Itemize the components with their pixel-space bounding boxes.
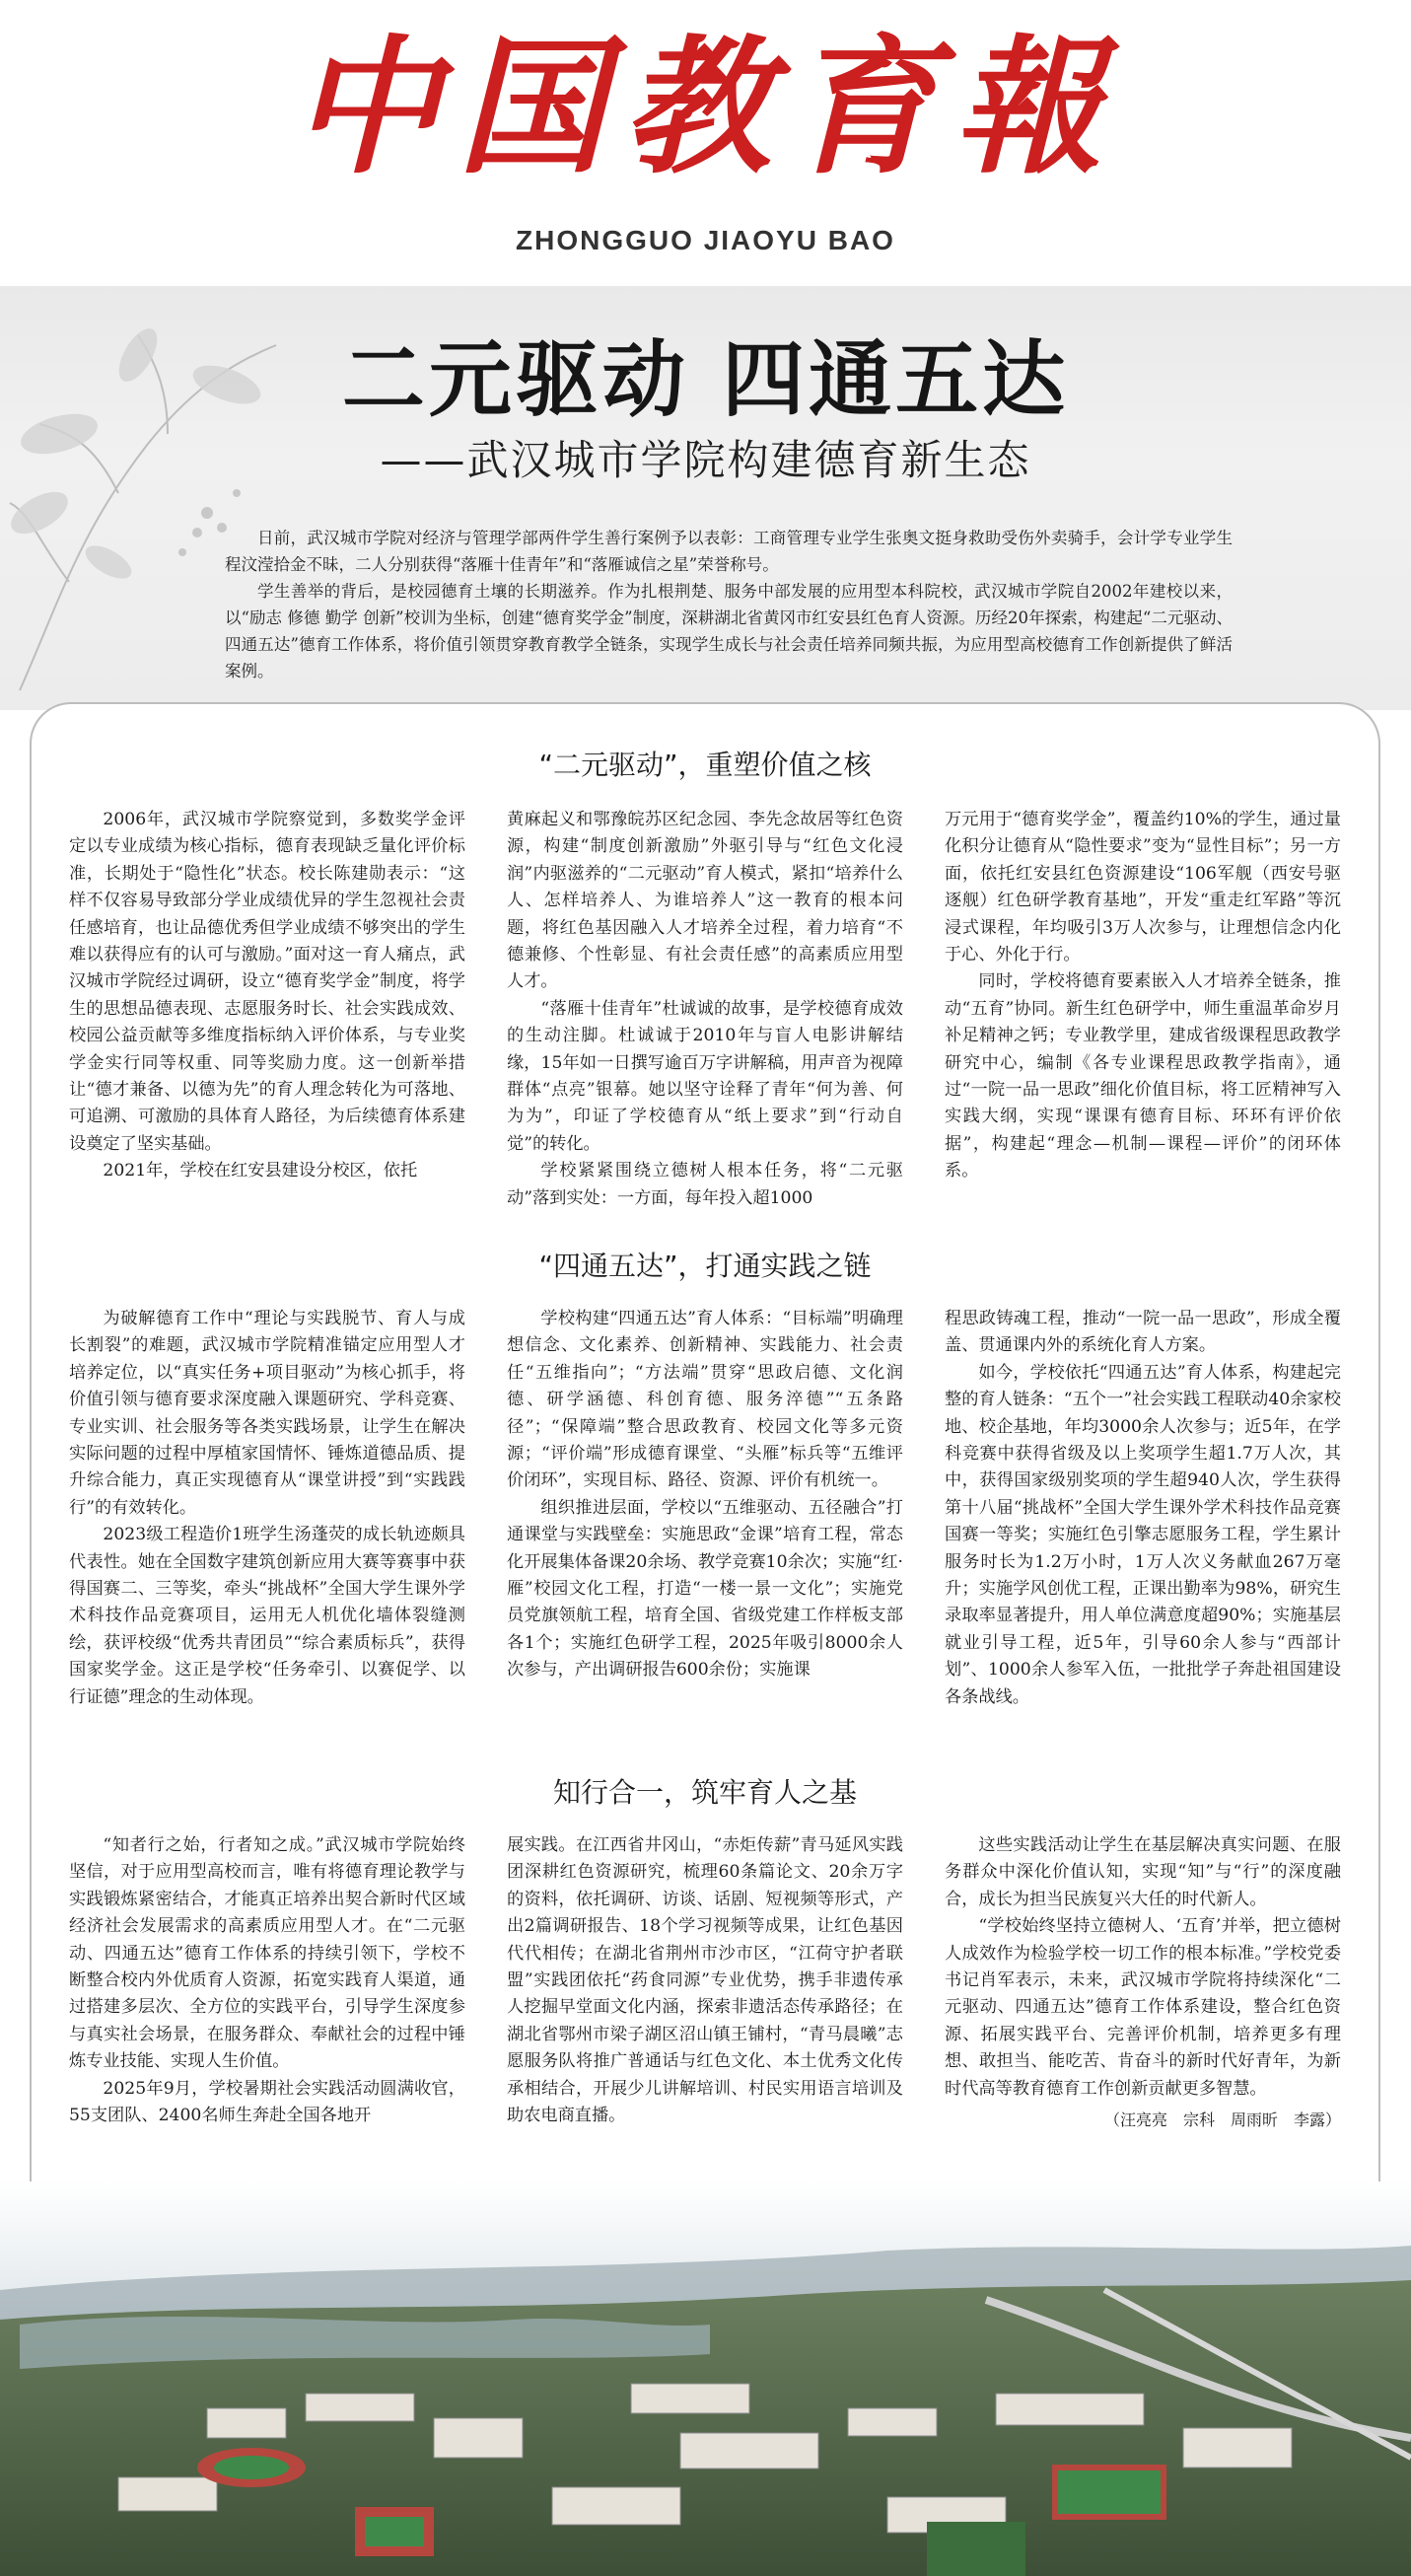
paragraph: 程思政铸魂工程，推动“一院一品一思政”，形成全覆盖、贯通课内外的系统化育人方案。 bbox=[945, 1309, 1341, 1356]
section-columns bbox=[69, 1306, 1351, 1711]
paragraph: “落雁十佳青年”杜诚诚的故事，是学校德育成效的生动注脚。杜诚诚于2010年与盲人电影讲解结缘，15年如一日撰写逾百万字讲解稿，用声音为视障群体“点亮”银幕。她以坚守诠释了青年“何为善、何为为”，印证了学校德育从“纸上要求”到“行动自觉”的转化。 bbox=[507, 998, 903, 1154]
masthead bbox=[0, 0, 1411, 286]
lead-paragraphs bbox=[225, 525, 1233, 684]
paragraph: 这些实践活动让学生在基层解决真实问题、在服务群众中深化价值认知，实现“知”与“行”的深度融合，成长为担当民族复兴大任的时代新人。 bbox=[945, 1835, 1341, 1909]
section-heading bbox=[30, 738, 1380, 793]
paragraph: 同时，学校将德育要素嵌入人才培养全链条，推动“五育”协同。新生红色研学中，师生重温革命岁月补足精神之钙；专业教学里，建成省级课程思政教学研究中心，编制《各专业课程思政教学指南》，通过“一院一品一思政”细化价值目标，将工匠精神写入实践大纲，实现“课课有德育目标、环环有评价依据”，构建起“理念—机制—课程—评价”的闭环体系。 bbox=[945, 971, 1341, 1181]
text-column bbox=[69, 807, 465, 1212]
text-column bbox=[945, 1832, 1341, 2133]
headline: 二元驱动 四通五达 bbox=[341, 331, 1070, 428]
section-heading bbox=[30, 1239, 1380, 1294]
paragraph: 展实践。在江西省井冈山，“赤炬传薪”青马延风实践团深耕红色资源研究，梳理60条篇论文、20余万字的资料，依托调研、访谈、话剧、短视频等形式，产出2篇调研报告、18个学习视频等成果，让红色基因代代相传；在湖北省荆州市沙市区，“江荷守护者联盟”实践团依托“药食同源”专业优势，携手非遗传承人挖掘早堂面文化内涵，探索非遗活态传承路径；在湖北省鄂州市梁子湖区沼山镇王铺村，“青马晨曦”志愿服务队将推广普通话与红色文化、本土优秀文化传承相结合，开展少儿讲解培训、村民实用语言培训及助农电商直播。 bbox=[507, 1835, 903, 2126]
author-byline: （汪亮亮 宗科 周雨昕 李露） bbox=[1103, 2111, 1341, 2130]
lead-paragraph: 日前，武汉城市学院对经济与管理学部两件学生善行案例予以表彰：工商管理专业学生张奥文挺身救助受伤外卖骑手，会计学专业学生程汶滢拾金不昧，二人分别获得“落雁十佳青年”和“落雁诚信之星”荣誉称号。 bbox=[225, 529, 1233, 574]
subheadline: ——武汉城市学院构建德育新生态 bbox=[380, 436, 1031, 484]
section-heading bbox=[30, 1765, 1380, 1821]
paragraph: 为破解德育工作中“理论与实践脱节、育人与成长割裂”的难题，武汉城市学院精准锚定应用型人才培养定位，以“真实任务+项目驱动”为核心抓手，将价值引领与德育要求深度融入课题研究、学科竞赛、专业实训、社会服务等各类实践场景，让学生在解决实际问题的过程中厚植家国情怀、锤炼道德品质、提升综合能力，真正实现德育从“课堂讲授”到“实践践行”的有效转化。 bbox=[69, 1309, 465, 1518]
text-column bbox=[945, 1306, 1341, 1711]
section-title: 知行合一，筑牢育人之基 bbox=[552, 1776, 857, 1809]
paragraph: 学校紧紧围绕立德树人根本任务，将“二元驱动”落到实处：一方面，每年投入超1000 bbox=[507, 1161, 903, 1208]
text-column bbox=[507, 1832, 903, 2133]
paragraph: 2025年9月，学校暑期社会实践活动圆满收官，55支团队、2400名师生奔赴全国各地开 bbox=[69, 2078, 465, 2126]
paragraph: 黄麻起义和鄂豫皖苏区纪念园、李先念故居等红色资源，构建“制度创新激励”外驱引导与“红色文化浸润”内驱滋养的“二元驱动”育人模式，紧扣“培养什么人、怎样培养人、为谁培养人”这一教育的根本问题，将红色基因融入人才培养全过程，着力培育“不德兼修、个性彰显、有社会责任感”的高素质应用型人才。 bbox=[507, 810, 903, 992]
section-columns bbox=[69, 1832, 1351, 2133]
section-title: “四通五达”，打通实践之链 bbox=[538, 1250, 872, 1282]
paragraph: 2023级工程造价1班学生汤蓬荧的成长轨迹颇具代表性。她在全国数字建筑创新应用大赛等赛事中获得国赛二、三等奖，牵头“挑战杯”全国大学生课外学术科技作品竞赛项目，运用无人机优化墙体裂缝测绘，获评校级“优秀共青团员”“综合素质标兵”，获得国家奖学金。这正是学校“任务牵引、以赛促学、以行证德”理念的生动体现。 bbox=[69, 1525, 465, 1707]
text-column bbox=[69, 1832, 465, 2133]
text-column bbox=[507, 807, 903, 1212]
newspaper-title: 中国教育報 bbox=[291, 21, 1120, 194]
lead-paragraph: 学生善举的背后，是校园德育土壤的长期滋养。作为扎根荆楚、服务中部发展的应用型本科院校，武汉城市学院自2002年建校以来，以“励志 修德 勤学 创新”校训为坐标，创建“德育奖学金”制度，深耕湖北省黄冈市红安县红色育人资源。历经20年探索，构建起“二元驱动、四通五达”德育工作体系，将价值引领贯穿教育教学全链条，实现学生成长与社会责任培养同频共振，为应用型高校德育工作创新提供了鲜活案例。 bbox=[225, 582, 1233, 680]
paragraph: 2021年，学校在红安县建设分校区，依托 bbox=[103, 1161, 418, 1181]
text-column bbox=[507, 1306, 903, 1711]
text-column bbox=[69, 1306, 465, 1711]
paragraph: 学校构建“四通五达”育人体系：“目标端”明确理想信念、文化素养、创新精神、实践能力、社会责任“五维指向”；“方法端”贯穿“思政启德、文化润德、研学涵德、科创育德、服务淬德”“五条路径”；“保障端”整合思政教育、校园文化等多元资源；“评价端”形成德育课堂、“头雁”标兵等“五维评价闭环”，实现目标、路径、资源、评价有机统一。 bbox=[507, 1309, 903, 1491]
section-columns bbox=[69, 807, 1351, 1212]
campus-aerial-photo bbox=[0, 2182, 1411, 2576]
paragraph: 如今，学校依托“四通五达”育人体系，构建起完整的育人链条：“五个一”社会实践工程联动40余家校地、校企基地，年均3000余人次参与；近5年，在学科竞赛中获得省级及以上奖项学生超1.7万人次，其中，获得国家级别奖项的学生超940人次，学生获得第十八届“挑战杯”全国大学生课外学术科技作品竞赛国赛一等奖；实施红色引擎志愿服务工程，学生累计服务时长为1.2万小时，1万人次义务献血267万毫升；实施学风创优工程，正课出勤率为98%，研究生录取率显著提升，用人单位满意度超90%；实施基层就业引导工程，近5年，引导60余人参与“西部计划”、1000余人参军入伍，一批批学子奔赴祖国建设各条战线。 bbox=[945, 1362, 1341, 1707]
paragraph: “知者行之始，行者知之成。”武汉城市学院始终坚信，对于应用型高校而言，唯有将德育理论教学与实践锻炼紧密结合，才能真正培养出契合新时代区域经济社会发展需求的高素质应用型人才。在“二元驱动、四通五达”德育工作体系的持续引领下，学校不断整合校内外优质育人资源，拓宽实践育人渠道，通过搭建多层次、全方位的实践平台，引导学生深度参与真实社会场景，在服务群众、奉献社会的过程中锤炼专业技能、实现人生价值。 bbox=[69, 1835, 465, 2072]
paragraph: 万元用于“德育奖学金”，覆盖约10%的学生，通过量化积分让德育从“隐性要求”变为“显性目标”；另一方面，依托红安县红色资源建设“106军舰（西安号驱逐舰）红色研学教育基地”，开发“重走红军路”等沉浸式课程，年均吸引3万人次参与，让理想信念内化于心、外化于行。 bbox=[945, 810, 1341, 966]
paragraph: 组织推进层面，学校以“五维驱动、五径融合”打通课堂与实践壁垒：实施思政“金课”培育工程，常态化开展集体备课20余场、教学竞赛10余次；实施“红·雁”校园文化工程，打造“一楼一景一文化”；实施党员党旗领航工程，培育全国、省级党建工作样板支部各1个；实施红色研学工程，2025年吸引8000余人次参与，产出调研报告600余份；实施课 bbox=[507, 1497, 903, 1681]
text-column bbox=[945, 807, 1341, 1212]
section-title: “二元驱动”，重塑价值之核 bbox=[538, 749, 872, 781]
newspaper-pinyin: ZHONGGUO JIAOYU BAO bbox=[516, 225, 895, 255]
paragraph: 2006年，武汉城市学院察觉到，多数奖学金评定以专业成绩为核心指标，德育表现缺乏量化评价标准，长期处于“隐性化”状态。校长陈建勋表示：“这样不仅容易导致部分学业成绩优异的学生忽视社会责任感培育，也让品德优秀但学业成绩不够突出的学生难以获得应有的认可与激励。”面对这一育人痛点，武汉城市学院经过调研，设立“德育奖学金”制度，将学生的思想品德表现、志愿服务时长、社会实践成效、校园公益贡献等多维度指标纳入评价体系，与专业奖学金实行同等权重、同等奖励力度。这一创新举措让“德才兼备、以德为先”的育人理念转化为可落地、可追溯、可激励的具体育人路径，为后续德育体系建设奠定了坚实基础。 bbox=[69, 810, 465, 1154]
paragraph: “学校始终坚持立德树人、‘五育’并举，把立德树人成效作为检验学校一切工作的根本标准。”学校党委书记肖军表示，未来，武汉城市学院将持续深化“二元驱动、四通五达”德育工作体系建设，整合红色资源、拓展实践平台、完善评价机制，培养更多有理想、敢担当、能吃苦、肯奋斗的新时代好青年，为新时代高等教育德育工作创新贡献更多智慧。 bbox=[945, 1916, 1341, 2099]
